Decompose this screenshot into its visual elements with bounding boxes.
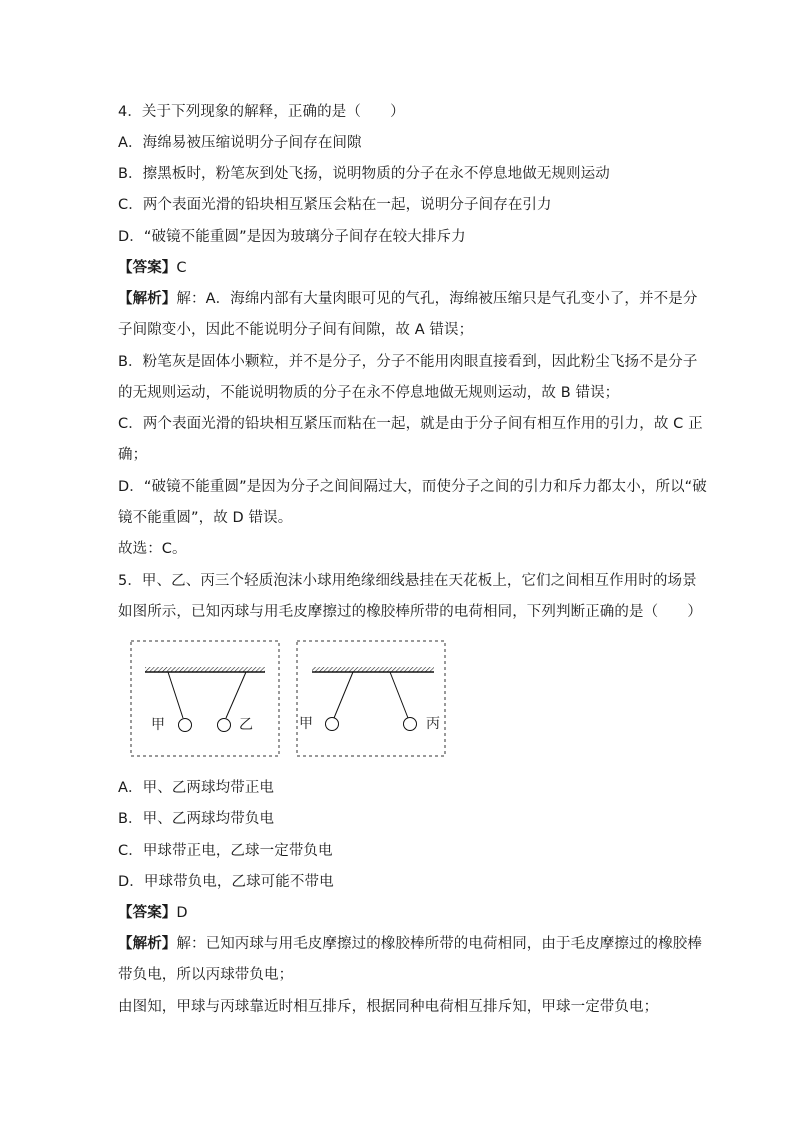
q5-stem-line-2: 如图所示，已知丙球与用毛皮摩擦过的橡胶棒所带的电荷相同，下列判断正确的是（ ） [118,604,702,620]
q4-answer-tag: 【答案】 [118,260,177,276]
q4-stem: 4．关于下列现象的解释，正确的是（ ） [118,104,405,120]
left-ceiling-hatch [145,667,265,672]
q4-analysis-text: 解：A．海绵内部有大量肉眼可见的气孔，海绵被压缩只是气孔变小了，并不是分 [176,291,698,307]
q5-figure-svg [130,640,448,758]
q5-answer-tag: 【答案】 [118,905,177,921]
q5-stem-line-1: 5．甲、乙、丙三个轻质泡沫小球用绝缘细线悬挂在天花板上，它们之间相互作用时的场景 [118,573,697,589]
q4-option-c: C．两个表面光滑的铅块相互紧压会粘在一起，说明分子间存在引力 [118,197,552,213]
left-panel [131,641,279,756]
q4-analysis-line: D．“破镜不能重圆”是因为分子之间间隔过大，而使分子之间的引力和斥力都太小，所以“破 [118,479,707,495]
q4-analysis-line: 子间隙变小，因此不能说明分子间有间隙，故 A 错误； [118,322,474,338]
right-thread-bing [390,672,408,718]
q5-answer [118,903,188,923]
q4-answer-value: C [176,260,187,276]
label-bing: 丙 [426,716,440,732]
q4-analysis-line: B．粉笔灰是固体小颗粒，并不是分子，分子不能用肉眼直接看到，因此粉尘飞扬不是分子 [118,354,698,370]
q5-answer-value: D [176,905,188,921]
q4-analysis-line: C．两个表面光滑的铅块相互紧压而粘在一起，就是由于分子间有相互作用的引力，故 C 正 [118,416,703,432]
q4-analysis-first [118,289,697,309]
left-thread-yi [226,672,246,718]
q5-option-a: A．甲、乙两球均带正电 [118,780,275,796]
q4-option-d: D．“破镜不能重圆”是因为玻璃分子间存在较大排斥力 [118,229,466,245]
q5-analysis-line: 带负电，所以丙球带负电； [118,967,294,983]
q4-option-a: A．海绵易被压缩说明分子间存在间隙 [118,135,362,151]
ball-bing [404,718,417,731]
q5-figure [130,640,448,758]
q4-analysis-line: 的无规则运动，不能说明物质的分子在永不停息地做无规则运动，故 B 错误； [118,385,620,401]
right-thread-jia [334,672,353,718]
q5-option-d: D．甲球带负电，乙球可能不带电 [118,874,334,890]
q4-analysis-tag: 【解析】 [118,291,177,307]
q4-conclusion: 故选：C。 [118,541,187,557]
right-panel [297,641,445,756]
q4-answer [118,258,187,278]
q4-option-b: B．擦黑板时，粉笔灰到处飞扬，说明物质的分子在永不停息地做无规则运动 [118,166,610,182]
q5-option-b: B．甲、乙两球均带负电 [118,811,275,827]
label-yi: 乙 [239,717,253,733]
left-thread-jia [168,672,183,718]
q4-analysis-line: 确； [118,447,148,463]
q5-option-c: C．甲球带正电，乙球一定带负电 [118,843,333,859]
right-ceiling-hatch [312,667,434,672]
ball-jia-left [179,719,192,732]
q5-analysis-tag: 【解析】 [118,936,177,952]
q4-analysis-line: 镜不能重圆”，故 D 错误。 [118,510,293,526]
q5-analysis-first [118,934,702,954]
ball-jia-right [326,718,339,731]
label-jia-left: 甲 [151,717,165,733]
q5-analysis-line: 由图知，甲球与丙球靠近时相互排斥，根据同种电荷相互排斥知，甲球一定带负电； [118,999,659,1015]
ball-yi [218,719,231,732]
q5-analysis-text: 解：已知丙球与用毛皮摩擦过的橡胶棒所带的电荷相同，由于毛皮摩擦过的橡胶棒 [176,936,703,952]
left-panel-border [131,641,279,756]
label-jia-right: 甲 [299,716,313,732]
right-panel-border [297,641,445,756]
